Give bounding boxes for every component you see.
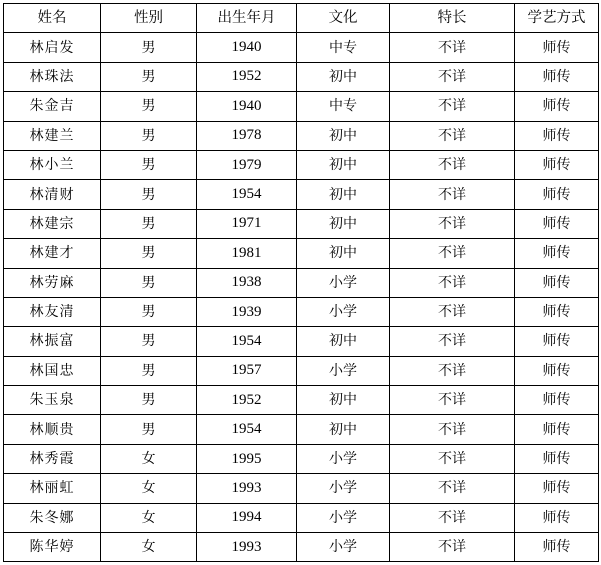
cell-gender: 女: [101, 503, 197, 532]
cell-learning-method: 师传: [515, 533, 599, 562]
cell-name: 林建兰: [4, 121, 101, 150]
cell-education: 初中: [297, 121, 390, 150]
cell-name: 林清财: [4, 180, 101, 209]
table-row: [4, 356, 599, 385]
cell-education: 初中: [297, 239, 390, 268]
cell-birth-year: 1979: [197, 150, 297, 179]
cell-birth-year: 1954: [197, 327, 297, 356]
cell-specialty: 不详: [390, 209, 515, 238]
cell-education: 小学: [297, 297, 390, 326]
cell-gender: 男: [101, 327, 197, 356]
cell-learning-method: 师传: [515, 297, 599, 326]
cell-specialty: 不详: [390, 533, 515, 562]
cell-name: 林顺贵: [4, 415, 101, 444]
cell-learning-method: 师传: [515, 150, 599, 179]
table-row: [4, 503, 599, 532]
cell-gender: 男: [101, 386, 197, 415]
cell-birth-year: 1939: [197, 297, 297, 326]
cell-gender: 女: [101, 474, 197, 503]
cell-name: 林建宗: [4, 209, 101, 238]
cell-name: 林国忠: [4, 356, 101, 385]
cell-birth-year: 1995: [197, 444, 297, 473]
table-body: [4, 33, 599, 562]
table-row: [4, 533, 599, 562]
cell-learning-method: 师传: [515, 444, 599, 473]
table-row: [4, 386, 599, 415]
cell-learning-method: 师传: [515, 121, 599, 150]
cell-learning-method: 师传: [515, 239, 599, 268]
table-row: [4, 444, 599, 473]
cell-education: 初中: [297, 386, 390, 415]
cell-learning-method: 师传: [515, 474, 599, 503]
cell-name: 朱金吉: [4, 92, 101, 121]
cell-education: 小学: [297, 474, 390, 503]
cell-name: 林秀霞: [4, 444, 101, 473]
table-row: [4, 150, 599, 179]
cell-learning-method: 师传: [515, 327, 599, 356]
cell-learning-method: 师传: [515, 209, 599, 238]
cell-birth-year: 1940: [197, 33, 297, 62]
header-name: 姓名: [4, 4, 101, 33]
cell-specialty: 不详: [390, 150, 515, 179]
header-row: [4, 4, 599, 33]
cell-learning-method: 师传: [515, 415, 599, 444]
cell-specialty: 不详: [390, 327, 515, 356]
cell-birth-year: 1954: [197, 180, 297, 209]
cell-specialty: 不详: [390, 444, 515, 473]
cell-learning-method: 师传: [515, 268, 599, 297]
cell-learning-method: 师传: [515, 180, 599, 209]
cell-gender: 男: [101, 33, 197, 62]
cell-education: 初中: [297, 415, 390, 444]
cell-gender: 男: [101, 209, 197, 238]
cell-education: 初中: [297, 150, 390, 179]
cell-specialty: 不详: [390, 356, 515, 385]
cell-name: 林劳麻: [4, 268, 101, 297]
cell-specialty: 不详: [390, 386, 515, 415]
cell-birth-year: 1938: [197, 268, 297, 297]
cell-name: 林丽虹: [4, 474, 101, 503]
cell-learning-method: 师传: [515, 356, 599, 385]
table-row: [4, 327, 599, 356]
cell-gender: 男: [101, 121, 197, 150]
table-row: [4, 268, 599, 297]
cell-education: 初中: [297, 180, 390, 209]
table-row: [4, 180, 599, 209]
cell-name: 林友清: [4, 297, 101, 326]
cell-specialty: 不详: [390, 415, 515, 444]
cell-name: 林振富: [4, 327, 101, 356]
header-birth-year: 出生年月: [197, 4, 297, 33]
cell-name: 林建才: [4, 239, 101, 268]
cell-specialty: 不详: [390, 239, 515, 268]
cell-name: 林启发: [4, 33, 101, 62]
table-row: [4, 297, 599, 326]
cell-specialty: 不详: [390, 121, 515, 150]
cell-specialty: 不详: [390, 503, 515, 532]
cell-specialty: 不详: [390, 180, 515, 209]
table-row: [4, 209, 599, 238]
cell-gender: 男: [101, 239, 197, 268]
cell-name: 林珠法: [4, 62, 101, 91]
cell-gender: 男: [101, 268, 197, 297]
table-row: [4, 415, 599, 444]
cell-education: 小学: [297, 444, 390, 473]
cell-birth-year: 1940: [197, 92, 297, 121]
cell-learning-method: 师传: [515, 503, 599, 532]
cell-birth-year: 1971: [197, 209, 297, 238]
cell-birth-year: 1993: [197, 474, 297, 503]
cell-birth-year: 1954: [197, 415, 297, 444]
cell-name: 林小兰: [4, 150, 101, 179]
cell-birth-year: 1952: [197, 386, 297, 415]
table-row: [4, 33, 599, 62]
cell-specialty: 不详: [390, 474, 515, 503]
cell-education: 小学: [297, 533, 390, 562]
cell-specialty: 不详: [390, 297, 515, 326]
cell-gender: 女: [101, 533, 197, 562]
table-row: [4, 62, 599, 91]
cell-specialty: 不详: [390, 33, 515, 62]
table-row: [4, 239, 599, 268]
table-row: [4, 92, 599, 121]
cell-specialty: 不详: [390, 92, 515, 121]
table-row: [4, 121, 599, 150]
cell-education: 中专: [297, 33, 390, 62]
cell-birth-year: 1994: [197, 503, 297, 532]
cell-education: 初中: [297, 62, 390, 91]
cell-name: 朱冬娜: [4, 503, 101, 532]
cell-learning-method: 师传: [515, 92, 599, 121]
cell-birth-year: 1978: [197, 121, 297, 150]
cell-specialty: 不详: [390, 62, 515, 91]
cell-education: 初中: [297, 327, 390, 356]
header-education: 文化: [297, 4, 390, 33]
cell-education: 小学: [297, 268, 390, 297]
header-learning-method: 学艺方式: [515, 4, 599, 33]
cell-gender: 男: [101, 62, 197, 91]
personnel-table: [3, 3, 599, 562]
cell-birth-year: 1993: [197, 533, 297, 562]
cell-gender: 男: [101, 415, 197, 444]
cell-gender: 男: [101, 356, 197, 385]
cell-gender: 男: [101, 150, 197, 179]
cell-birth-year: 1952: [197, 62, 297, 91]
cell-education: 中专: [297, 92, 390, 121]
cell-birth-year: 1981: [197, 239, 297, 268]
cell-name: 朱玉泉: [4, 386, 101, 415]
cell-name: 陈华婷: [4, 533, 101, 562]
cell-gender: 男: [101, 92, 197, 121]
cell-gender: 女: [101, 444, 197, 473]
cell-learning-method: 师传: [515, 33, 599, 62]
cell-education: 小学: [297, 503, 390, 532]
cell-learning-method: 师传: [515, 62, 599, 91]
cell-gender: 男: [101, 297, 197, 326]
cell-birth-year: 1957: [197, 356, 297, 385]
cell-gender: 男: [101, 180, 197, 209]
header-gender: 性别: [101, 4, 197, 33]
header-specialty: 特长: [390, 4, 515, 33]
cell-specialty: 不详: [390, 268, 515, 297]
table-row: [4, 474, 599, 503]
cell-learning-method: 师传: [515, 386, 599, 415]
cell-education: 初中: [297, 209, 390, 238]
cell-education: 小学: [297, 356, 390, 385]
